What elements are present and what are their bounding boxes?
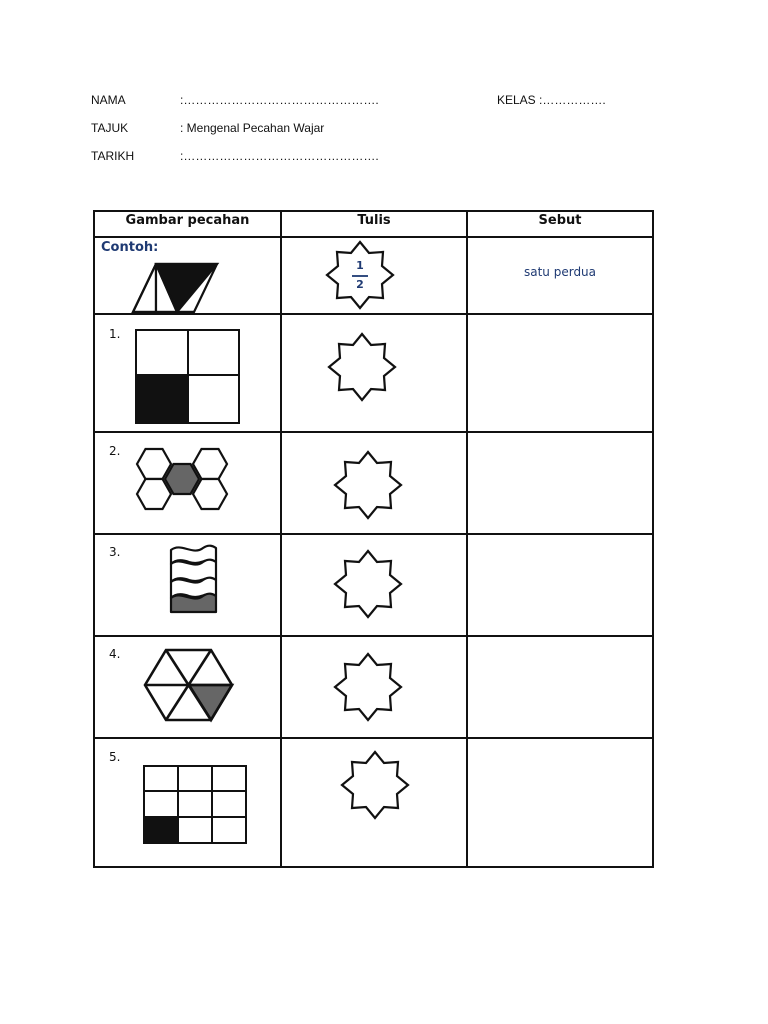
column-header-sebut: Sebut: [538, 213, 582, 228]
row3-tulis-answer[interactable]: [283, 536, 465, 634]
row3-number: 3.: [109, 545, 121, 559]
row2-number: 2.: [109, 444, 121, 458]
row5-number: 5.: [109, 750, 121, 764]
example-spoken-text: satu perdua: [523, 265, 597, 279]
example-denominator: 2: [356, 278, 364, 291]
example-star-icon: [327, 242, 393, 308]
tarikh-field[interactable]: :………………………………………….: [180, 149, 379, 163]
tajuk-value: : Mengenal Pecahan Wajar: [180, 121, 325, 135]
example-numerator: 1: [356, 259, 364, 272]
kelas-field[interactable]: KELAS :…………….: [497, 93, 606, 107]
row1-sebut-answer[interactable]: [469, 316, 651, 430]
row4-sebut-answer[interactable]: [469, 638, 651, 736]
nama-field[interactable]: :………………………………………….: [180, 93, 379, 107]
tarikh-label: TARIKH: [91, 149, 135, 163]
row1-tulis-answer[interactable]: [283, 316, 465, 430]
row2-tulis-answer[interactable]: [283, 434, 465, 532]
row2-sebut-answer[interactable]: [469, 434, 651, 532]
row5-grid-shape: [144, 766, 246, 843]
row4-tulis-answer[interactable]: [283, 638, 465, 736]
row1-square-grid-shape: [136, 330, 239, 423]
column-header-gambar: Gambar pecahan: [125, 213, 250, 228]
row4-hexagon-triangles-shape: [145, 650, 232, 720]
row4-number: 4.: [109, 647, 121, 661]
row5-tulis-answer[interactable]: [283, 740, 465, 865]
row3-sebut-answer[interactable]: [469, 536, 651, 634]
fraction-worksheet-table: [93, 210, 654, 868]
tajuk-label: TAJUK: [91, 121, 129, 135]
row3-wavy-strips-shape: [171, 546, 216, 612]
row5-sebut-answer[interactable]: [469, 740, 651, 865]
example-trapezoid-shape: [133, 264, 217, 312]
nama-label: NAMA: [91, 93, 126, 107]
column-header-tulis: Tulis: [357, 213, 391, 228]
example-label: Contoh:: [101, 240, 159, 255]
row2-hexagon-cluster-shape: [137, 449, 227, 509]
row1-number: 1.: [109, 327, 121, 341]
